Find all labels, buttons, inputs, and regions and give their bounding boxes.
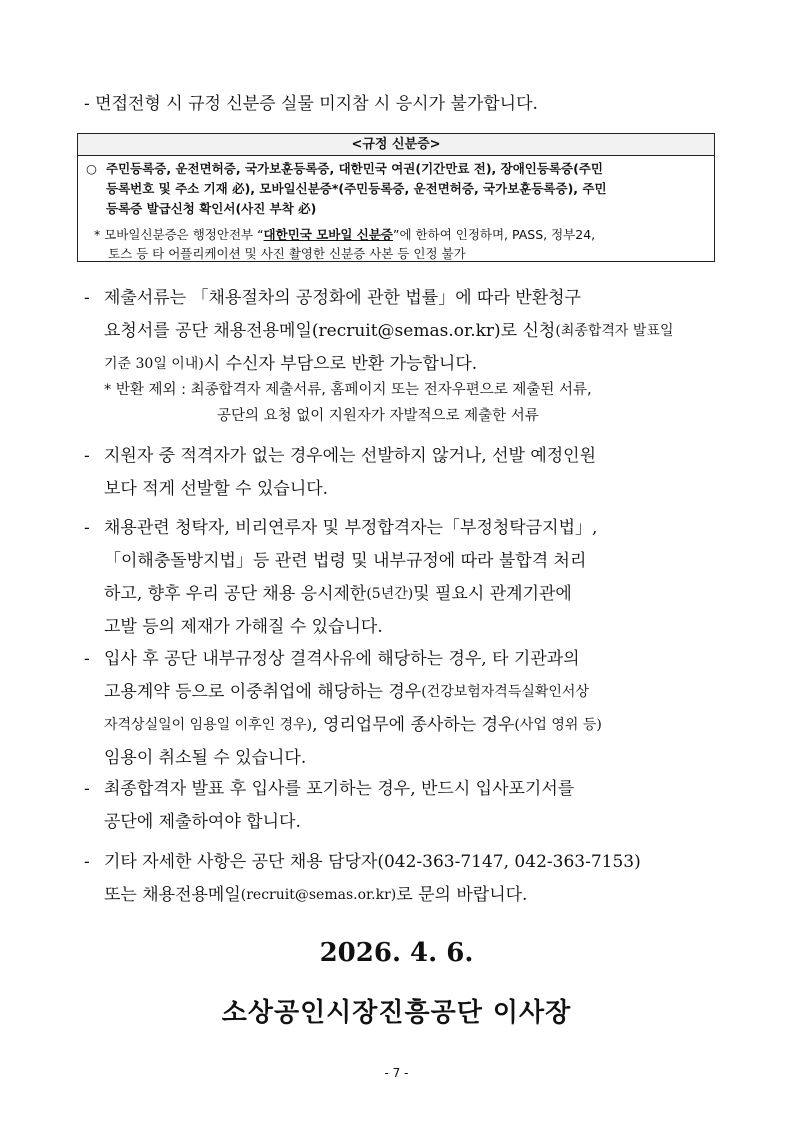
mobile-id-note bbox=[86, 225, 706, 263]
item5-line-2: 공단에 제출하여야 합니다. bbox=[104, 812, 301, 832]
page-number: - 7 - bbox=[384, 1066, 409, 1080]
item1-line-1: 제출서류는 「채용절차의 공정화에 관한 법률」에 따라 반환청구 bbox=[104, 288, 581, 308]
refund-line-1: * 반환 제외 : 최종합격자 제출서류, 홈페이지 또는 전자우편으로 제출된 서류, bbox=[104, 382, 592, 398]
item2-line-2: 보다 적게 선발할 수 있습니다. bbox=[104, 479, 329, 499]
note-line-2: 토스 등 타 어플리케이션 및 사진 촬영한 신분증 사본 등 인정 불가 bbox=[108, 246, 466, 261]
item-no-qualified bbox=[84, 440, 724, 506]
id-list-line-1: 주민등록증, 운전면허증, 국가보훈등록증, 대한민국 여권(기간만료 전), 장애인등록증(주민 bbox=[106, 161, 603, 176]
item4-line-3b: , 영리업무에 종사하는 경우 bbox=[312, 715, 515, 735]
valid-id-box bbox=[77, 133, 715, 262]
announcement-date: 2026. 4. 6. bbox=[319, 938, 474, 968]
intro-text: - 면접전형 시 규정 신분증 실물 미지참 시 응시가 불가합니다. bbox=[84, 94, 538, 114]
item3-line-1: 채용관련 청탁자, 비리연루자 및 부정합격자는「부정청탁금지법」, bbox=[104, 518, 598, 538]
id-box-body bbox=[78, 156, 714, 263]
note-emphasis: 대한민국 모바일 신분증 bbox=[263, 227, 394, 242]
item6-line-2a: 또는 채용전용메일 bbox=[104, 885, 241, 905]
id-list-line-3: 등록증 발급신청 확인서(사진 부착 必) bbox=[106, 201, 317, 216]
item4-line-3-small-a: 자격상실일이 임용일 이후인 경우) bbox=[104, 717, 313, 733]
bullet-circle: ○ bbox=[86, 161, 97, 176]
item-disqualification bbox=[84, 643, 724, 775]
item3-line-2: 「이해충돌방지법」등 관련 법령 및 내부규정에 따라 불합격 처리 bbox=[104, 551, 587, 571]
refund-exclusion-note bbox=[104, 377, 592, 429]
dash: - bbox=[84, 288, 90, 308]
item4-line-1: 입사 후 공단 내부규정상 결격사유에 해당하는 경우, 타 기관과의 bbox=[104, 649, 580, 669]
item4-line-4: 임용이 취소될 수 있습니다. bbox=[104, 748, 307, 768]
item-document-return bbox=[84, 282, 724, 381]
dash: - bbox=[84, 649, 90, 669]
id-list-line-2: 등록번호 및 주소 기재 必), 모바일신분증*(주민등록증, 운전면허증, 국가보훈등록증), 주민 bbox=[106, 181, 607, 196]
item3-line-3b: 및 필요시 관계기관에 bbox=[413, 584, 572, 604]
item1-line-3b: 시 수신자 부담으로 반환 가능합니다. bbox=[203, 354, 478, 374]
dash: - bbox=[84, 779, 90, 799]
item5-line-1: 최종합격자 발표 후 입사를 포기하는 경우, 반드시 입사포기서를 bbox=[104, 779, 575, 799]
item6-line-2-small: (recruit@semas.or.kr) bbox=[240, 887, 397, 903]
item4-line-2-small: (건강보험자격득실확인서상 bbox=[421, 684, 589, 700]
refund-line-2: 공단의 요청 없이 지원자가 자발적으로 제출한 서류 bbox=[217, 408, 539, 424]
item3-line-4: 고발 등의 제재가 가해질 수 있습니다. bbox=[104, 617, 383, 637]
dash: - bbox=[84, 852, 90, 872]
item6-line-1: 기타 자세한 사항은 공단 채용 담당자(042-363-7147, 042-363-7153) bbox=[104, 852, 641, 872]
dash: - bbox=[84, 446, 90, 466]
signer-title: 소상공인시장진흥공단 이사장 bbox=[221, 998, 572, 1028]
item2-line-1: 지원자 중 적격자가 없는 경우에는 선발하지 않거나, 선발 예정인원 bbox=[104, 446, 597, 466]
item-misconduct bbox=[84, 512, 724, 644]
item1-line-2a: 요청서를 공단 채용전용메일(recruit@semas.or.kr)로 신청 bbox=[104, 321, 556, 341]
item3-line-3a: 하고, 향후 우리 공단 채용 응시제한 bbox=[104, 584, 367, 604]
note-suffix: ”에 한하여 인정하며, PASS, 정부24, bbox=[393, 227, 596, 242]
note-prefix: * 모바일신분증은 행정안전부 “ bbox=[94, 227, 264, 242]
dash: - bbox=[84, 518, 90, 538]
item4-line-2a: 고용계약 등으로 이중취업에 해당하는 경우 bbox=[104, 682, 422, 702]
item1-line-3-small: 기준 30일 이내) bbox=[104, 356, 204, 372]
item1-line-2-small: (최종합격자 발표일 bbox=[555, 323, 674, 339]
intro-line bbox=[84, 88, 724, 121]
item-withdrawal bbox=[84, 773, 724, 839]
item4-line-3-small-c: (사업 영위 등) bbox=[514, 717, 602, 733]
item-contact bbox=[84, 846, 724, 912]
id-box-header: <규정 신분증> bbox=[78, 134, 714, 156]
item6-line-2b: 로 문의 바랍니다. bbox=[396, 885, 528, 905]
item3-line-3-small: (5년간) bbox=[366, 586, 414, 602]
